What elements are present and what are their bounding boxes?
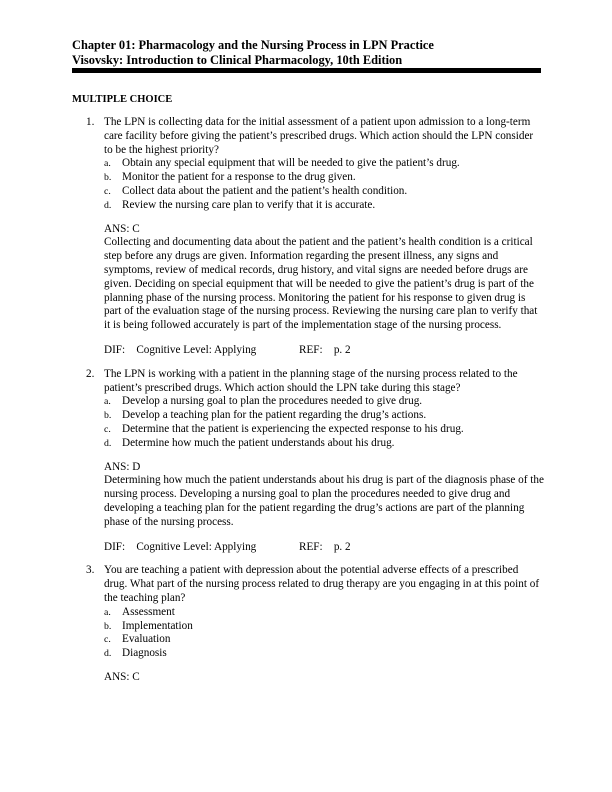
answer-options xyxy=(104,606,544,661)
answer-options xyxy=(104,395,544,450)
option-d xyxy=(104,437,544,451)
option-a xyxy=(104,157,544,171)
option-text: Review the nursing care plan to verify that it is accurate. xyxy=(122,198,376,211)
option-letter: a. xyxy=(104,606,111,618)
section-title: MULTIPLE CHOICE xyxy=(72,94,173,105)
option-c xyxy=(104,633,544,647)
option-c xyxy=(104,423,544,437)
question-number: 2. xyxy=(86,367,95,380)
option-letter: b. xyxy=(104,620,112,632)
reference: REF: p. 2 xyxy=(299,540,351,553)
difficulty: DIF: Cognitive Level: Applying xyxy=(104,343,257,356)
answer-key: ANS: C xyxy=(104,670,140,683)
option-letter: b. xyxy=(104,410,112,422)
option-text: Develop a nursing goal to plan the procedures needed to give drug. xyxy=(122,395,423,408)
option-text: Implementation xyxy=(122,619,193,632)
answer-key: ANS: D xyxy=(104,460,141,473)
option-letter: c. xyxy=(104,185,111,197)
option-d xyxy=(104,647,544,661)
option-c xyxy=(104,185,544,199)
option-text: Determine that the patient is experiencing the expected response to his drug. xyxy=(122,422,464,435)
option-a xyxy=(104,395,544,409)
option-text: Diagnosis xyxy=(122,647,167,660)
header-rule xyxy=(72,68,541,73)
option-text: Collect data about the patient and the patient’s health condition. xyxy=(122,184,408,197)
rationale: Collecting and documenting data about the patient and the patient’s health condition is a critical step before any drugs are given. Information regarding the present illness, any signs and symptoms, review of medical records, drug history, and vital signs are needed before drugs are given. Deciding on special equipment that will be needed to give the patient’s drug is part of the planning phase of the nursing process. Monitoring the patient for his response to given drug is part of the evaluation stage of the nursing process. Reviewing the nursing care plan to verify that it is being followed accurately is part of the implementation stage of the nursing process. xyxy=(104,236,538,332)
option-text: Monitor the patient for a response to the drug given. xyxy=(122,171,356,184)
option-a xyxy=(104,606,544,620)
answer-options xyxy=(104,157,544,212)
option-text: Evaluation xyxy=(122,633,171,646)
rationale: Determining how much the patient understands about his drug is part of the diagnosis phase of the nursing process. Developing a nursing goal to plan the procedures needed to give drug and developing a teaching plan for the patient regarding the drug’s actions are part of the planning phase of the nursing process. xyxy=(104,474,544,528)
option-letter: d. xyxy=(104,437,112,449)
difficulty: DIF: Cognitive Level: Applying xyxy=(104,540,257,553)
option-text: Determine how much the patient understands about his drug. xyxy=(122,436,395,449)
question-number: 1. xyxy=(86,116,95,128)
reference: REF: p. 2 xyxy=(299,343,351,356)
option-b xyxy=(104,620,544,634)
question-stem: You are teaching a patient with depression about the potential adverse effects of a prescribed drug. What part of the nursing process related to drug therapy are you engaging in at this point of the teaching plan? xyxy=(104,564,540,604)
question-meta xyxy=(104,344,544,358)
question-number: 3. xyxy=(86,564,95,577)
option-letter: d. xyxy=(104,199,112,211)
question-stem: The LPN is working with a patient in the planning stage of the nursing process related to the patient’s prescribed drugs. Which action should the LPN take during this stage? xyxy=(104,367,518,394)
option-b xyxy=(104,171,544,185)
question-1 xyxy=(72,116,544,358)
book-title: Visovsky: Introduction to Clinical Pharmacology, 10th Edition xyxy=(72,53,403,67)
option-text: Obtain any special equipment that will be needed to give the patient’s drug. xyxy=(122,157,460,170)
option-letter: a. xyxy=(104,396,111,408)
option-b xyxy=(104,409,544,423)
question-3 xyxy=(72,564,544,684)
question-meta xyxy=(104,541,544,555)
option-letter: c. xyxy=(104,423,111,435)
option-letter: d. xyxy=(104,648,112,660)
question-list xyxy=(72,116,544,695)
option-letter: c. xyxy=(104,634,111,646)
option-text: Develop a teaching plan for the patient regarding the drug’s actions. xyxy=(122,409,427,422)
answer-key: ANS: C xyxy=(104,222,140,235)
option-text: Assessment xyxy=(122,605,175,618)
question-2 xyxy=(72,368,544,555)
option-letter: a. xyxy=(104,158,111,170)
question-stem: The LPN is collecting data for the initial assessment of a patient upon admission to a long-term care facility before giving the patient’s prescribed drugs. Which action should the LPN consider to be the highest priority? xyxy=(104,116,534,156)
option-d xyxy=(104,199,544,213)
option-letter: b. xyxy=(104,172,112,184)
page-header xyxy=(72,38,542,68)
chapter-title: Chapter 01: Pharmacology and the Nursing Process in LPN Practice xyxy=(72,38,434,52)
